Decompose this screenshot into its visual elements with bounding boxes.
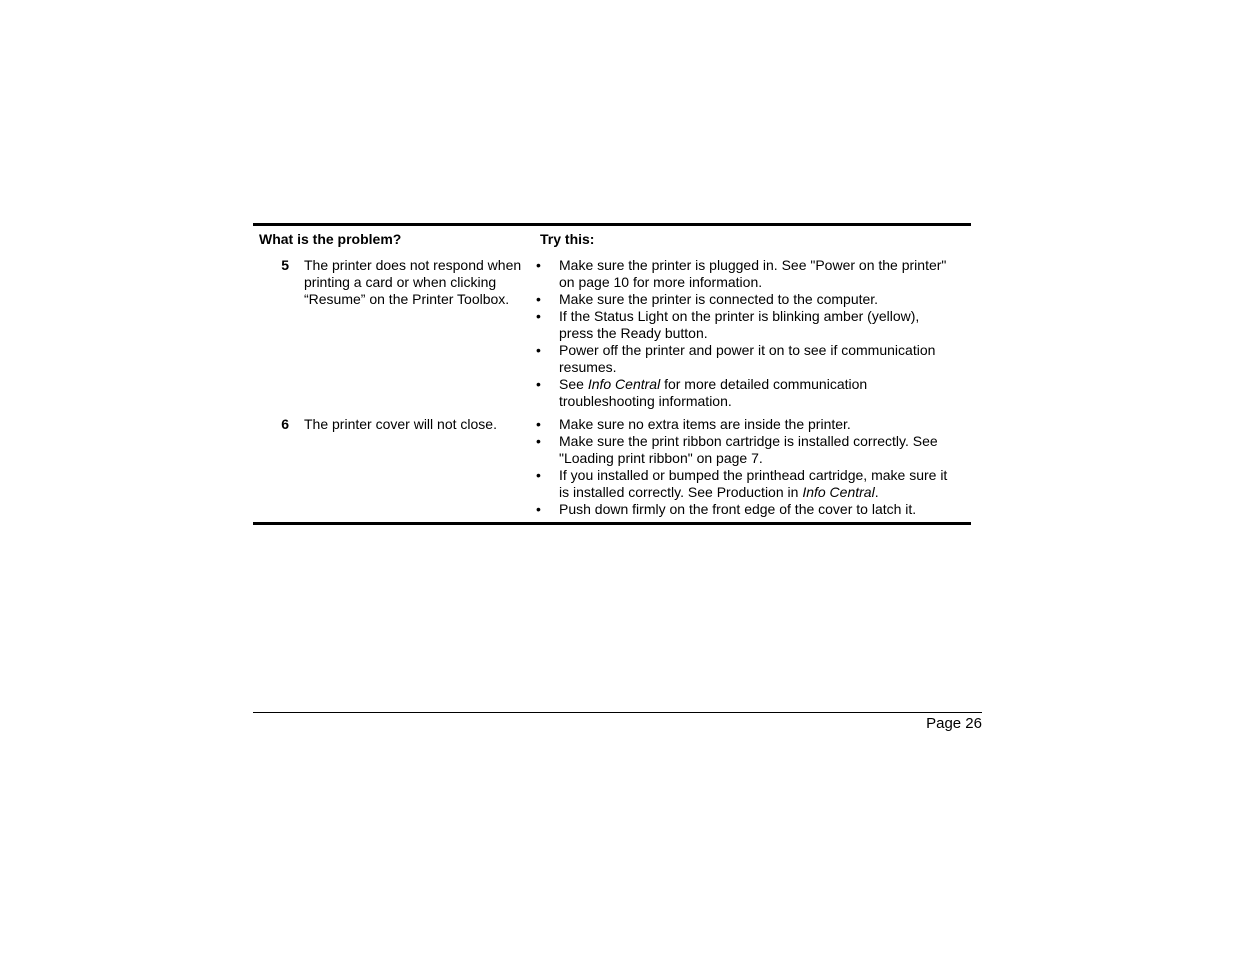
table-row [253,257,971,410]
solution-text: If the Status Light on the printer is blinking amber (yellow), press the Ready button. [559,308,920,341]
solution-emphasis: Info Central [802,484,875,500]
solution-item [536,257,951,291]
solution-item [536,291,951,308]
solution-item [536,376,951,410]
problem-number: 6 [281,416,289,432]
bullet-icon: • [536,376,541,392]
problem-number: 5 [281,257,289,273]
solution-item [536,467,951,501]
troubleshooting-table [253,223,971,525]
solution-text: Power off the printer and power it on to see if communication resumes. [559,342,936,375]
solution-text: Push down firmly on the front edge of the cover to latch it. [559,501,917,517]
header-try-this: Try this: [540,231,595,247]
solution-list [536,257,951,410]
bullet-icon: • [536,416,541,432]
bullet-icon: • [536,433,541,449]
footer-divider [253,712,982,713]
solution-text: Make sure the printer is connected to the computer. [559,291,879,307]
page-number: Page 26 [926,715,982,732]
solution-text: Make sure no extra items are inside the printer. [559,416,851,432]
solution-item [536,501,951,518]
bullet-icon: • [536,467,541,483]
solution-text: Make sure the print ribbon cartridge is installed correctly. See "Loading print ribbon" on page 7. [559,433,938,466]
solution-text: Make sure the printer is plugged in. See "Power on the printer" on page 10 for more information. [559,257,947,290]
bullet-icon: • [536,342,541,358]
solution-item [536,342,951,376]
solution-emphasis: Info Central [587,376,661,392]
solution-item [536,416,951,433]
solution-item [536,433,951,467]
solution-text: . [874,484,879,500]
solution-text: See [559,376,588,392]
bullet-icon: • [536,308,541,324]
solution-list [536,416,951,518]
bullet-icon: • [536,257,541,273]
problem-description: The printer cover will not close. [304,416,497,432]
table-header [253,226,971,250]
solution-text: If you installed or bumped the printhead cartridge, make sure it is installed correctly. See Production in [559,467,948,500]
table-row [253,416,971,518]
bullet-icon: • [536,291,541,307]
header-problem: What is the problem? [259,231,402,247]
bullet-icon: • [536,501,541,517]
problem-description: The printer does not respond when printing a card or when clicking “Resume” on the Printer Toolbox. [304,257,522,307]
solution-item [536,308,951,342]
solution-text: for more detailed communication troubleshooting information. [559,376,868,409]
